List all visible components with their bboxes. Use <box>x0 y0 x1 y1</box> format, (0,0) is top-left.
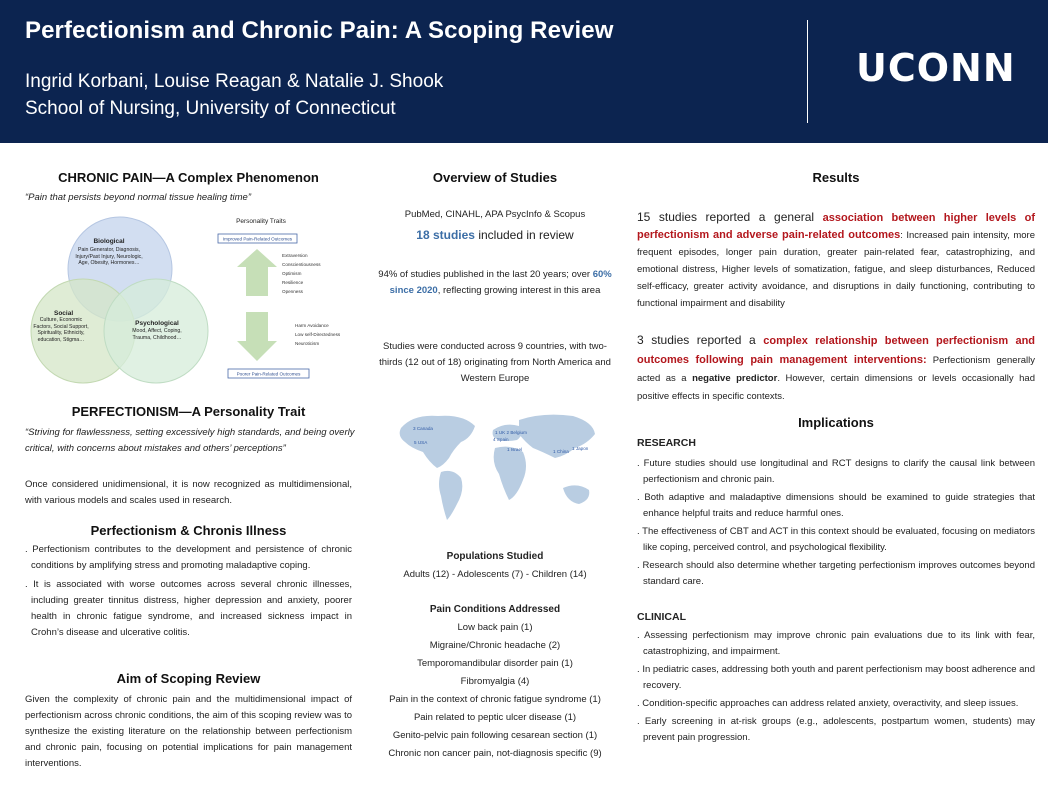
biological-title: Biological <box>93 238 125 245</box>
result-one: 15 studies reported a general association between higher levels of perfectionism and adverse pain-related outcomes: Increased pain intensity, more frequent episodes, longer pain duration, greater pain-related fear, catastrophizing, and emotional distress, Higher levels of somatization, fatigue, and sleep disturbances, Reduced self-efficacy, greater activity avoidance, and disruptions in daily functioning, contributing to functional impairment and disability <box>637 210 1035 309</box>
negative-traits-list <box>295 323 341 346</box>
list-item: Migraine/Chronic headache (2) <box>429 640 561 651</box>
map-label-israel: 1 Israel <box>507 447 523 452</box>
conditions-heading: Pain Conditions Addressed <box>429 604 561 615</box>
studies-count-line <box>378 226 612 244</box>
map-label-japan: 1 Japon <box>572 446 589 451</box>
personality-traits-title: Personality Traits <box>236 218 286 225</box>
social-title: Social <box>54 310 74 317</box>
map-label-spain: 4 Spain <box>493 437 509 442</box>
svg-text:Optimism: Optimism <box>282 271 302 276</box>
authors: Ingrid Korbani, Louise Reagan & Natalie J. Shook <box>25 71 444 92</box>
list-item: Pain related to peptic ulcer disease (1) <box>413 712 577 723</box>
clinical-heading: CLINICAL <box>637 611 686 623</box>
list-item: . Early screening in at-risk groups (e.g., adolescents, postpartum women, students) may prevent pain progression. <box>637 716 1035 743</box>
north-america-shape <box>400 416 475 468</box>
list-item: . The effectiveness of CBT and ACT in this context should be evaluated, focusing on mediators like coping, perceived control, and psychological flexibility. <box>637 526 1036 553</box>
populations-text: Adults (12) - Adolescents (7) - Children (14) <box>403 569 587 580</box>
svg-text:Low self-Directedness: Low self-Directedness <box>295 332 341 337</box>
result-one-highlight: association between higher levels of perfectionism and adverse pain-related outcomes <box>637 212 1035 241</box>
chronic-pain-quote: “Pain that persists beyond normal tissue healing time” <box>25 192 252 203</box>
map-label-uk-belgium: 1 UK 2 Belgium <box>495 430 527 435</box>
svg-text:Neuroticism: Neuroticism <box>295 341 320 346</box>
map-label-canada: 3 Canada <box>413 426 433 431</box>
perfectionism-heading: PERFECTIONISM—A Personality Trait <box>71 404 306 419</box>
down-arrow-icon <box>237 312 277 361</box>
up-arrow-icon <box>237 249 277 296</box>
list-item: . Both adaptive and maladaptive dimensions should be examined to guide strategies that enhance helpful traits and reduce harmful ones. <box>637 492 1035 519</box>
list-item: Low back pain (1) <box>457 622 533 633</box>
populations-heading: Populations Studied <box>446 551 544 562</box>
studies-count-rest: included in review <box>474 228 574 242</box>
south-america-shape <box>439 471 462 520</box>
improved-outcomes-label: Improved Pain-Related Outcomes <box>222 236 293 242</box>
result-two: 3 studies reported a complex relationship between perfectionism and outcomes following pain management interventions: Perfectionism generally acted as a negative predictor. However, certain dimensions or levels occasionally had positive effects in specific contexts. <box>637 333 1036 402</box>
countries-text: Studies were conducted across 9 countries, with two-thirds (12 out of 18) originating from North America and Western Europe <box>379 341 611 384</box>
positive-traits-list <box>282 253 321 294</box>
psychological-title: Psychological <box>135 320 179 327</box>
studies-count: 18 studies <box>416 228 475 242</box>
svg-text:Conscientiousness: Conscientiousness <box>282 262 321 267</box>
svg-text:Resilience: Resilience <box>282 280 304 285</box>
world-map <box>393 408 603 528</box>
clinical-list <box>637 628 1035 746</box>
list-item: Pain in the context of chronic fatigue syndrome (1) <box>389 694 601 705</box>
poster-title: Perfectionism and Chronic Pain: A Scoping Review <box>25 17 614 44</box>
research-heading: RESEARCH <box>637 437 696 449</box>
list-item: . Research should also determine whether targeting perfectionism improves outcomes beyond standard care. <box>637 560 1036 587</box>
research-list <box>637 456 1035 590</box>
poorer-outcomes-label: Poorer Pain-Related Outcomes <box>236 371 301 377</box>
header-divider <box>807 20 808 123</box>
list-item: . Condition-specific approaches can address related anxiety, overactivity, and sleep issues. <box>637 698 1019 709</box>
aim-heading: Aim of Scoping Review <box>116 671 261 686</box>
affiliation: School of Nursing, University of Connecticut <box>25 98 396 119</box>
implications-heading: Implications <box>798 415 874 430</box>
australia-shape <box>563 485 589 504</box>
publication-text: 94% of studies published in the last 20 years; over 60% since 2020, reflecting growing interest in this area <box>378 269 612 296</box>
map-label-usa: 5 USA <box>414 440 428 445</box>
results-heading: Results <box>812 170 860 185</box>
social-text: Culture, Economic Factors, Social Support, Spirituality, Ethnicity, education, Stigma… <box>33 317 89 343</box>
list-item: Genito-pelvic pain following cesarean section (1) <box>392 730 598 741</box>
pain-factors-diagram <box>25 213 352 388</box>
svg-text:Openness: Openness <box>282 289 303 294</box>
list-item: Chronic non cancer pain, not-diagnosis specific (9) <box>388 748 602 759</box>
conditions-list <box>373 619 617 763</box>
list-item: . In pediatric cases, addressing both youth and parent perfectionism may boost adherence and recovery. <box>637 664 1035 691</box>
aim-text: Given the complexity of chronic pain and the multidimensional impact of perfectionism across chronic conditions, the aim of this scoping review was to synthesize the existing literature on the relationship between perfectionism and chronic pain, focusing on potential implications for pain management interventions. <box>25 694 352 769</box>
list-item: . Future studies should use longitudinal and RCT designs to clarify the causal link between perfectionism and chronic pain. <box>637 458 1035 485</box>
uconn-logo: UCONN <box>856 46 1016 90</box>
chronic-illness-list <box>25 542 352 641</box>
databases-text: PubMed, CINAHL, APA PsycInfo & Scopus <box>404 209 586 220</box>
map-label-china: 1 China <box>553 449 569 454</box>
svg-text:Extraversion: Extraversion <box>282 253 308 258</box>
africa-shape <box>494 447 526 500</box>
perfectionism-quote: “Striving for flawlessness, setting excessively high standards, and being overly critical, with concerns about mistakes and others’ perceptions” <box>25 427 355 454</box>
chronic-illness-heading: Perfectionism & Chronis Illness <box>90 523 287 538</box>
list-item: . Perfectionism contributes to the development and persistence of chronic conditions by amplifying stress and promoting maladaptive coping. <box>25 544 353 571</box>
chronic-pain-heading: CHRONIC PAIN—A Complex Phenomenon <box>58 170 319 185</box>
biological-text: Pain Generator, Diagnosis, Injury/Past Injury, Neurologic, Age, Obesity, Hormones… <box>75 247 143 266</box>
list-item: Temporomandibular disorder pain (1) <box>417 658 573 669</box>
perfectionism-text: Once considered unidimensional, it is now recognized as multidimensional, with various models and scales used in research. <box>25 479 352 506</box>
result-two-highlight: complex relationship between perfectionism and outcomes following pain management interventions: <box>637 335 1036 366</box>
list-item: . Assessing perfectionism may improve chronic pain evaluations due to its link with fear, catastrophizing, and impairment. <box>637 630 1035 657</box>
list-item: Fibromyalgia (4) <box>460 676 530 687</box>
pub-highlight: 60% since 2020 <box>389 269 612 296</box>
poster-header <box>0 0 1048 143</box>
psychological-text: Mood, Affect, Coping, Trauma, Childhood… <box>132 328 182 341</box>
svg-text:Harm Avoidance: Harm Avoidance <box>295 323 329 328</box>
overview-heading: Overview of Studies <box>432 170 558 185</box>
list-item: . It is associated with worse outcomes across several chronic illnesses, including greater tinnitus distress, higher depression and anxiety, poorer health in chronic fatigue syndrome, and increased sickness impact in Crohn’s disease and ulcerative colitis. <box>25 579 352 638</box>
